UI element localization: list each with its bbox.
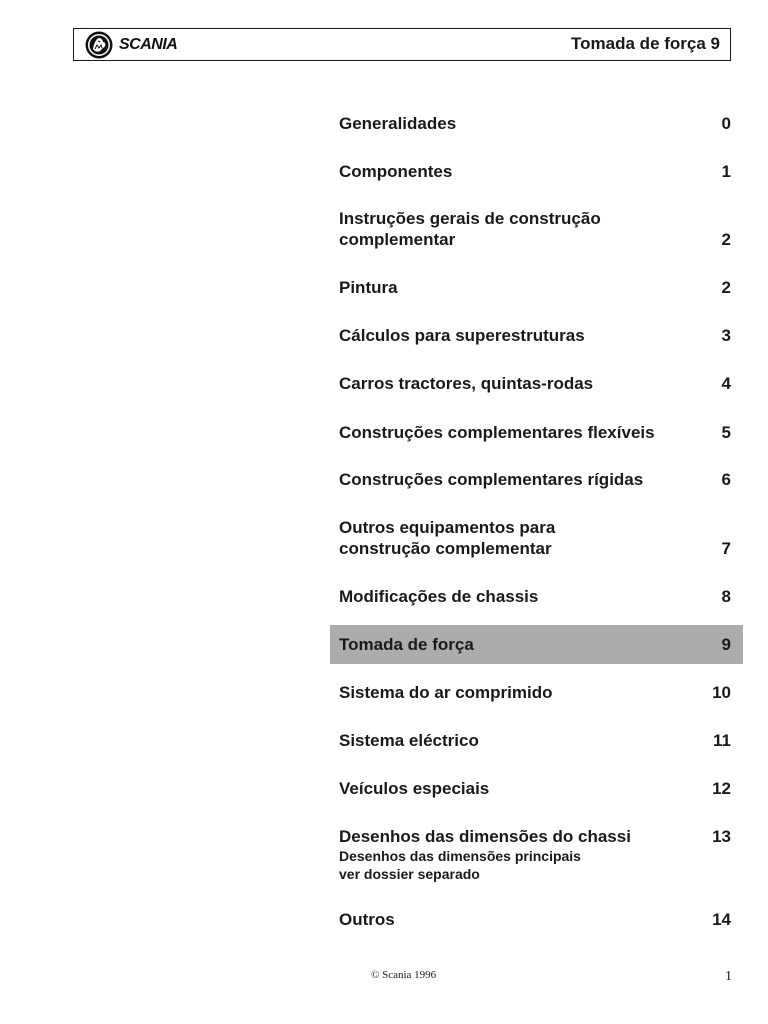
- toc-item-tomada-de-forca[interactable]: [330, 625, 743, 664]
- toc-item-label: Sistema eléctrico: [339, 731, 479, 750]
- toc-item-instrucoes-gerais[interactable]: [330, 208, 743, 250]
- section-title: Tomada de força 9: [571, 34, 720, 53]
- toc-item-outros-equipamentos[interactable]: [330, 517, 743, 559]
- toc-item-ar-comprimido[interactable]: [330, 682, 743, 703]
- toc-item-label: Instruções gerais de construção complementar: [339, 209, 601, 249]
- logo-wordmark: SCANIA: [119, 36, 178, 53]
- toc-item-label: Carros tractores, quintas-rodas: [339, 374, 594, 393]
- toc-item-label: Construções complementares flexíveis: [339, 423, 655, 442]
- toc-item-label: Sistema do ar comprimido: [339, 683, 553, 702]
- toc-item-number: 5: [721, 423, 731, 442]
- toc-item-construcoes-flexiveis[interactable]: [330, 422, 743, 443]
- toc-item-calculos[interactable]: [330, 325, 743, 346]
- toc-item-number: 11: [713, 731, 731, 750]
- toc-item-number: 2: [721, 230, 731, 249]
- toc-item-number: 3: [721, 326, 731, 345]
- toc-item-subnote: ver dossier separado: [339, 866, 480, 882]
- toc-item-number: 12: [712, 779, 731, 798]
- toc-item-number: 8: [721, 587, 731, 606]
- toc-item-label: Modificações de chassis: [339, 587, 539, 606]
- toc-item-generalidades[interactable]: [330, 113, 743, 134]
- toc-item-label: Outros equipamentos para construção complementar: [339, 518, 556, 558]
- page-number: 1: [725, 969, 732, 984]
- toc-item-label: Generalidades: [339, 114, 457, 133]
- toc-item-number: 0: [721, 114, 731, 133]
- toc-item-carros-tractores[interactable]: [330, 373, 743, 394]
- toc-item-subnote: Desenhos das dimensões principais: [339, 848, 581, 864]
- toc-item-veiculos-especiais[interactable]: [330, 778, 743, 799]
- toc-item-desenhos-dimensoes[interactable]: [330, 826, 743, 883]
- toc-item-construcoes-rigidas[interactable]: [330, 469, 743, 490]
- toc-item-label: Pintura: [339, 278, 398, 297]
- toc-item-sistema-electrico[interactable]: [330, 730, 743, 751]
- page-header: [73, 28, 731, 61]
- toc-item-number: 4: [721, 374, 731, 393]
- toc-item-label: Construções complementares rígidas: [339, 470, 644, 489]
- toc-item-label: Outros: [339, 910, 395, 929]
- toc-item-number: 13: [712, 827, 731, 846]
- toc-item-number: 2: [721, 278, 731, 297]
- toc-item-componentes[interactable]: [330, 161, 743, 182]
- toc-item-outros[interactable]: [330, 909, 743, 930]
- toc-item-number: 7: [721, 539, 731, 558]
- toc-item-pintura[interactable]: [330, 277, 743, 298]
- griffin-emblem-icon: [84, 30, 114, 60]
- toc-item-number: 9: [721, 635, 731, 654]
- toc-item-modificacoes-chassis[interactable]: [330, 586, 743, 607]
- toc-item-label: Tomada de força: [339, 635, 474, 654]
- scania-logo: [84, 30, 177, 60]
- toc-item-label: Desenhos das dimensões do chassi: [339, 827, 631, 846]
- toc-item-number: 10: [712, 683, 731, 702]
- copyright-notice: © Scania 1996: [371, 969, 437, 981]
- toc-item-number: 6: [721, 470, 731, 489]
- toc-item-label: Cálculos para superestruturas: [339, 326, 585, 345]
- toc-item-number: 1: [721, 162, 731, 181]
- toc-item-label: Veículos especiais: [339, 779, 490, 798]
- toc-item-number: 14: [712, 910, 731, 929]
- toc-item-label: Componentes: [339, 162, 453, 181]
